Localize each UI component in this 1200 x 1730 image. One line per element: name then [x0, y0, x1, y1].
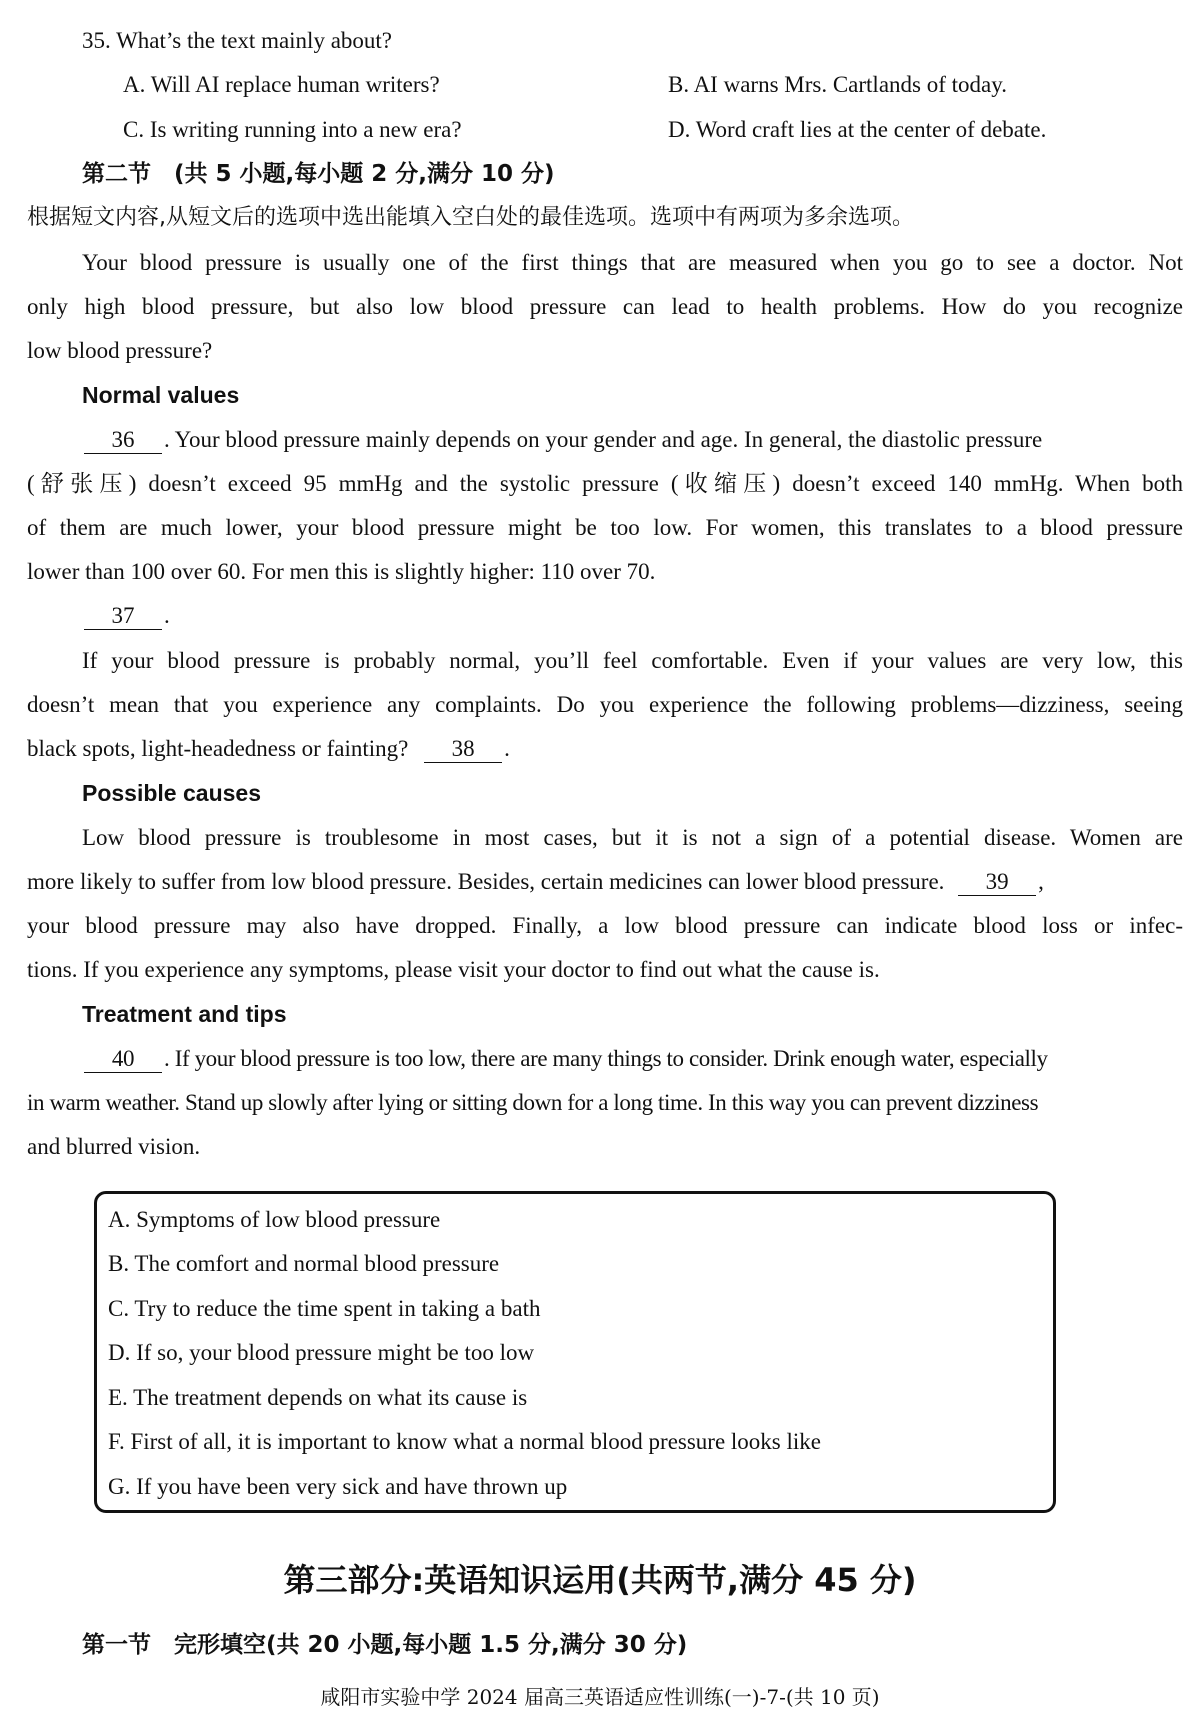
heading-normal-values: Normal values	[82, 382, 240, 408]
q35-stem: 35. What’s the text mainly about?	[82, 28, 393, 53]
p4-line-3: your blood pressure may also have dropped. Finally, a low blood pressure can indicate blood loss or infec-	[27, 913, 1183, 938]
p5-line-1-text: . If your blood pressure is too low, there are many things to consider. Drink enough water, especially	[164, 1046, 1048, 1071]
q35-option-a: A. Will AI replace human writers?	[123, 72, 440, 97]
p4-line-2-text: more likely to suffer from low blood pressure. Besides, certain medicines can lower blood pressure.	[27, 869, 945, 894]
p1-line-3: low blood pressure?	[27, 338, 213, 363]
choice-b[interactable]: B. The comfort and normal blood pressure	[108, 1251, 500, 1276]
blank-38[interactable]: 38	[424, 736, 502, 763]
choice-g[interactable]: G. If you have been very sick and have thrown up	[108, 1474, 568, 1499]
q35-option-c: C. Is writing running into a new era?	[123, 117, 462, 142]
p2-line-4: lower than 100 over 60. For men this is slightly higher: 110 over 70.	[27, 559, 656, 584]
p1-line-2: only high blood pressure, but also low blood pressure can lead to health problems. How do you recognize	[27, 294, 1183, 319]
p3-line-3-text: black spots, light-headedness or fainting?	[27, 736, 409, 761]
q35-option-b: B. AI warns Mrs. Cartlands of today.	[668, 72, 1007, 97]
p3-line-3: black spots, light-headedness or fainting? 38 .	[27, 736, 510, 761]
blank-39[interactable]: 39	[958, 869, 1036, 896]
p2-line-3: of them are much lower, your blood pressure might be too low. For women, this translates to a blood pressure	[27, 515, 1183, 540]
blank-36[interactable]: 36	[84, 427, 162, 454]
p4-line-2: more likely to suffer from low blood pressure. Besides, certain medicines can lower blood pressure. 39 ,	[27, 869, 1044, 894]
p5-line-3: and blurred vision.	[27, 1134, 201, 1159]
heading-treatment-tips: Treatment and tips	[82, 1001, 287, 1027]
q35-option-d: D. Word craft lies at the center of debate.	[668, 117, 1047, 142]
heading-possible-causes: Possible causes	[82, 780, 261, 806]
part3-title: 第三部分:英语知识运用(共两节,满分 45 分)	[283, 1561, 917, 1599]
p3-line-2: doesn’t mean that you experience any complaints. Do you experience the following problems—dizziness, seeing	[27, 692, 1183, 717]
p5-line-2: in warm weather. Stand up slowly after lying or sitting down for a long time. In this way you can prevent dizziness	[27, 1090, 1039, 1115]
p2-line-2: (舒张压) doesn’t exceed 95 mmHg and the systolic pressure (收缩压) doesn’t exceed 140 mmHg. When both	[27, 471, 1183, 496]
section2-instruction: 根据短文内容,从短文后的选项中选出能填入空白处的最佳选项。选项中有两项为多余选项。	[27, 205, 914, 230]
choice-e[interactable]: E. The treatment depends on what its cause is	[108, 1385, 528, 1410]
p5-line-1	[82, 1044, 1183, 1074]
p2-line-1	[82, 425, 1183, 455]
choice-d[interactable]: D. If so, your blood pressure might be too low	[108, 1340, 535, 1365]
blank-37[interactable]: 37	[84, 603, 162, 630]
page-footer: 咸阳市实验中学 2024 届高三英语适应性训练(一)-7-(共 10 页)	[320, 1685, 880, 1709]
part3-section1-heading: 第一节 完形填空(共 20 小题,每小题 1.5 分,满分 30 分)	[82, 1632, 688, 1658]
choice-f[interactable]: F. First of all, it is important to know what a normal blood pressure looks like	[108, 1429, 821, 1454]
blank-40[interactable]: 40	[84, 1046, 162, 1073]
p3-line-1: If your blood pressure is probably normal, you’ll feel comfortable. Even if your values are very low, this	[82, 648, 1183, 673]
choice-a[interactable]: A. Symptoms of low blood pressure	[108, 1207, 441, 1232]
p1-line-1: Your blood pressure is usually one of the first things that are measured when you go to see a doctor. Not	[82, 250, 1183, 275]
p4-line-4: tions. If you experience any symptoms, please visit your doctor to find out what the cause is.	[27, 957, 880, 982]
choice-c[interactable]: C. Try to reduce the time spent in taking a bath	[108, 1296, 541, 1321]
p4-line-1: Low blood pressure is troublesome in most cases, but it is not a sign of a potential disease. Women are	[82, 825, 1183, 850]
p2-line-1-text: . Your blood pressure mainly depends on your gender and age. In general, the diastolic pressure	[164, 427, 1043, 452]
blank-37-line: 37 .	[82, 601, 1183, 631]
section2-heading: 第二节 (共 5 小题,每小题 2 分,满分 10 分)	[82, 161, 555, 187]
